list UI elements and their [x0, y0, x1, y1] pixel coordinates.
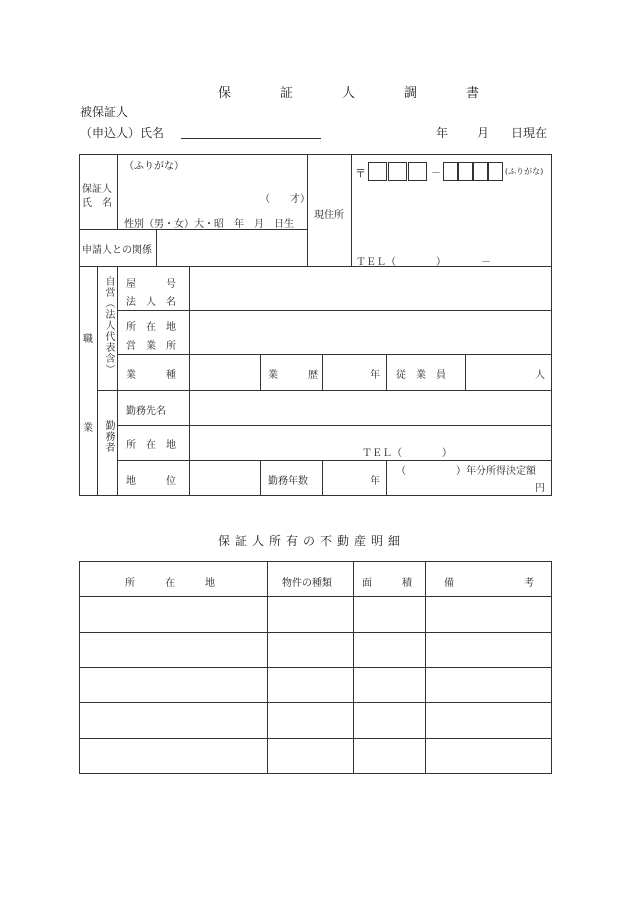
property-section-title: 保証人所有の不動産明細 — [218, 534, 406, 548]
guarantor-label: 保証人 — [82, 184, 112, 195]
workplace-tel: ＴＥＬ（ ） — [362, 448, 452, 459]
property-col-type: 物件の種類 — [282, 578, 332, 589]
document-title: 保 証 人 調 書 — [218, 86, 498, 101]
date-day-label: 日現在 — [511, 126, 548, 140]
workplace-label: 勤務先名 — [126, 406, 166, 417]
postal-digit-box[interactable] — [388, 162, 407, 181]
postal-digit-box[interactable] — [473, 162, 488, 181]
business-type-label: 業 種 — [126, 370, 176, 381]
employees-unit: 人 — [535, 370, 545, 381]
age-label: （ 才） — [260, 194, 310, 205]
trade-name-label: 屋 号 — [126, 279, 176, 290]
postal-digit-box[interactable] — [458, 162, 473, 181]
position-label: 地 位 — [126, 476, 176, 487]
property-col-remarks: 備 考 — [444, 578, 534, 589]
name-label: 氏 名 — [82, 198, 112, 209]
guarantee-target-label: 被保証人 — [80, 105, 129, 119]
years-employed-unit: 年 — [370, 476, 380, 487]
employees-label: 従 業 員 — [396, 370, 446, 381]
tel-line: ＴＥＬ（ ） － — [356, 257, 491, 268]
workplace-location-label: 所 在 地 — [126, 440, 176, 451]
business-years-unit: 年 — [370, 370, 380, 381]
office-label: 営 業 所 — [126, 341, 176, 352]
postal-digit-box[interactable] — [488, 162, 503, 181]
applicant-name-underline — [181, 138, 321, 139]
furigana-label: （ふりがな） — [124, 161, 184, 172]
gyo-label: 業 — [83, 423, 93, 434]
corporation-name-label: 法 人 名 — [126, 297, 176, 308]
postal-dash: － — [431, 168, 441, 179]
relation-label: 申請人との関係 — [82, 245, 152, 256]
postal-digit-box[interactable] — [408, 162, 427, 181]
property-col-location: 所 在 地 — [125, 578, 215, 589]
property-col-area: 面 積 — [362, 578, 412, 589]
date-month-label: 月 — [477, 126, 490, 140]
shoku-label: 職 — [83, 334, 93, 345]
income-label: （ ）年分所得決定額 — [396, 466, 536, 477]
location-label: 所 在 地 — [126, 322, 176, 333]
address-furigana-label: (ふりがな) — [505, 167, 544, 176]
income-yen-unit: 円 — [535, 483, 545, 494]
applicant-name-label: （申込人）氏名 — [80, 126, 165, 140]
address-label: 現住所 — [314, 210, 344, 221]
years-employed-label: 勤務年数 — [268, 476, 308, 487]
date-year-label: 年 — [436, 126, 449, 140]
postal-digit-box[interactable] — [368, 162, 387, 181]
gender-birth-line: 性別（男・女）大・昭 年 月 日生 — [124, 219, 294, 230]
employee-label: 勤務者 — [103, 420, 114, 453]
self-employed-label: 自営（法人代表含） — [103, 276, 114, 375]
business-history-label: 業 歴 — [268, 370, 318, 381]
postal-digit-box[interactable] — [443, 162, 458, 181]
postal-mark: 〒 — [355, 167, 366, 180]
